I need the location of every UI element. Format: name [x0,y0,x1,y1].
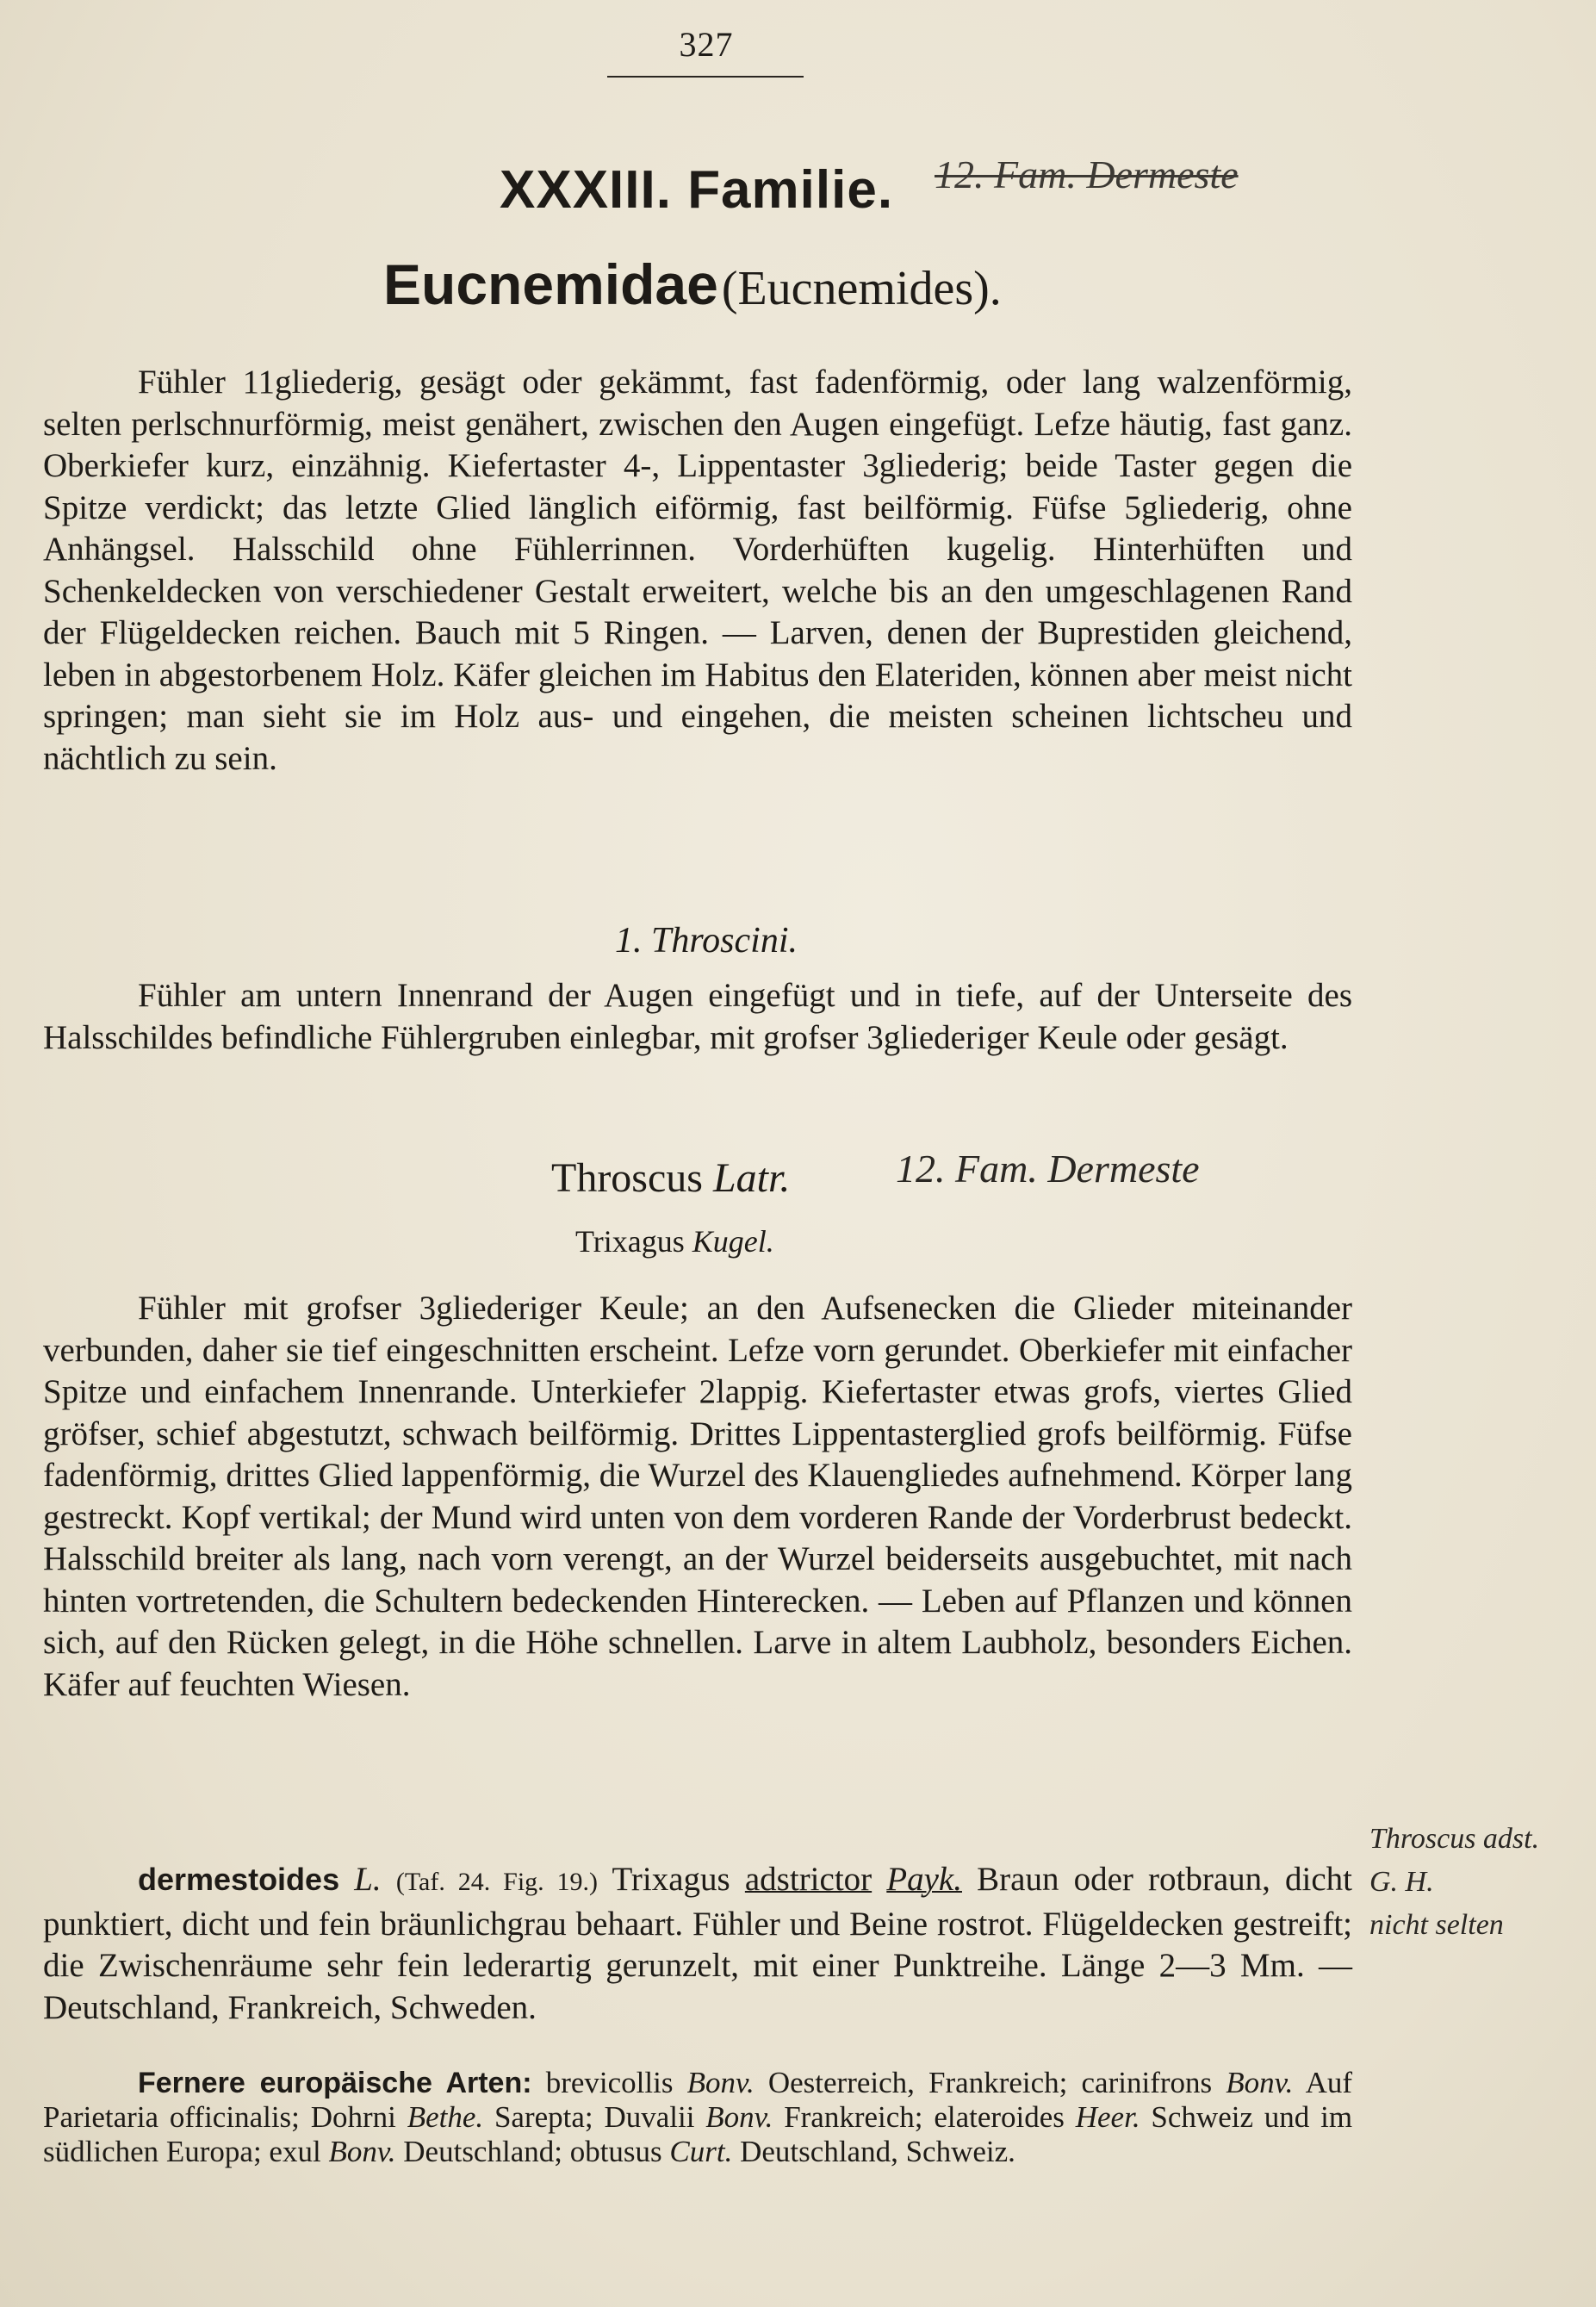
handwritten-genus-note: 12. Fam. Dermeste [896,1147,1200,1191]
species-range-text: Schweiz und im südlichen Europa; exul [43,2100,1353,2168]
further-species-label: Fernere europäische Arten: [138,2067,532,2099]
synonym-author: Kugel. [692,1224,774,1259]
species-synonym-author: Payk. [886,1861,962,1898]
species-range-text: Deutschland; obtusus [403,2135,662,2168]
page-number: 327 [679,25,734,64]
species-author: Heer. [1075,2100,1140,2134]
species-range-text: Auf Parietaria officinalis; Dohrni [43,2066,1353,2134]
family-description: Fühler 11gliederig, gesägt oder gekämmt, fast fadenförmig, oder lang walzenförmig, selten perlschnurförmig, meist genähert, zwischen den Augen eingefügt. Lefze häutig, fast ganz. Oberkiefer kurz, einzähnig. Kiefertaster 4-, Lippentaster 3gliederig; beide Taster gegen die Spitze verdickt; das letzte Glied länglich eiförmig, fast beilförmig. Füfse 5gliederig, ohne Anhängsel. Halsschild ohne Fühlerrinnen. Vorderhüften kugelig. Hinterhüften und Schenkeldecken von verschiedener Gestalt erweitert, welche bis an den umgeschlagenen Rand der Flügeldecken reichen. Bauch mit 5 Ringen. — Larven, denen der Buprestiden gleichend, leben in abgestorbenem Holz. Käfer gleichen im Habitus den Elateriden, können aber meist nicht springen; man sieht sie im Holz aus- und eingehen, die meisten scheinen lichtscheu und nächtlich zu sein. [43,364,1352,777]
species-synonym-epithet: adstrictor [744,1861,873,1898]
species-synonym-genus: Trixagus [612,1861,730,1898]
margin-note-line: G. H. [1369,1866,1434,1898]
species-entry [43,1859,1352,2029]
page-number-rule [607,76,804,78]
species-range-text: Sarepta; Duvalii [494,2100,695,2134]
genus-author: Latr. [712,1155,791,1201]
tribe-description: Fühler am untern Innenrand der Augen eingefügt und in tiefe, auf der Unterseite des Halsschildes befindliche Fühlergruben einlegbar, mit grofser 3gliederiger Keule oder gesägt. [43,977,1352,1056]
species-author: Curt. [669,2135,733,2168]
species-author: Bethe. [407,2100,484,2134]
tribe-heading: 1. Throscini. [615,921,798,961]
species-name: dermestoides [138,1862,340,1897]
species-description: Braun oder rotbraun, dicht punktiert, dicht und fein bräunlichgrau behaart. Fühler und Beine rostrot. Flügeldecken gestreift; die Zwischenräume sehr fein lederartig gerunzelt, mit einer Punktreihe. Länge 2—3 Mm. — Deutschland, Frankreich, Schweden. [43,1861,1353,2026]
species-author: L. [354,1861,382,1898]
species-author: Bonv. [1226,2066,1294,2099]
family-title-paren: (Eucnemides). [721,262,1002,315]
synonym-name: Trixagus [575,1224,685,1259]
species-range-text: Frankreich; elateroides [784,2100,1065,2134]
family-title-main: Eucnemidae [383,252,718,316]
handwritten-strikethrough-note: 12. Fam. Dermeste [935,152,1239,196]
further-species [43,2066,1352,2169]
species-range-text: Oesterreich, Frankreich; carinifrons [767,2066,1213,2099]
plate-reference: (Taf. 24. Fig. 19.) [395,1868,599,1896]
family-title [383,252,1002,317]
species-range-text: Deutschland, Schweiz. [740,2135,1015,2168]
species-author: Bonv. [328,2135,396,2168]
species-author: Bonv. [705,2100,773,2134]
family-heading: XXXIII. Familie. [500,160,894,220]
species-author: Bonv. [686,2066,755,2099]
genus-description: Fühler mit grofser 3gliederiger Keule; an den Aufsenecken die Glieder miteinander verbunden, daher sie tief eingeschnitten erscheint. Lefze vorn gerundet. Oberkiefer mit einfacher Spitze und einfachem Innenrande. Unterkiefer 2lappig. Kiefertaster etwas grofs, viertes Glied gröfser, schief abgestutzt, schwach beilförmig. Drittes Lippentasterglied grofs beilförmig. Füfse fadenförmig, drittes Glied lappenförmig, die Wurzel des Klauengliedes aufnehmend. Körper lang gestreckt. Kopf vertikal; der Mund wird unten von dem vorderen Rande der Vorderbrust bedeckt. Halsschild breiter als lang, nach vorn verengt, an der Wurzel beiderseits ausgebuchtet, mit nach hinten vortretenden, die Schultern bedeckenden Hinterecken. — Leben auf Pflanzen und können sich, auf den Rücken gelegt, in die Höhe schnellen. Larve in altem Laubholz, besonders Eichen. Käfer auf feuchten Wiesen. [43,1290,1352,1703]
genus-synonym [575,1223,774,1259]
genus-name: Throscus [551,1155,703,1201]
margin-note-line: Throscus adst. [1369,1823,1540,1855]
species-epithet: brevicollis [545,2066,674,2099]
handwritten-margin-note [1369,1818,1585,1947]
margin-note-line: nicht selten [1369,1909,1504,1941]
genus-heading [551,1154,790,1202]
